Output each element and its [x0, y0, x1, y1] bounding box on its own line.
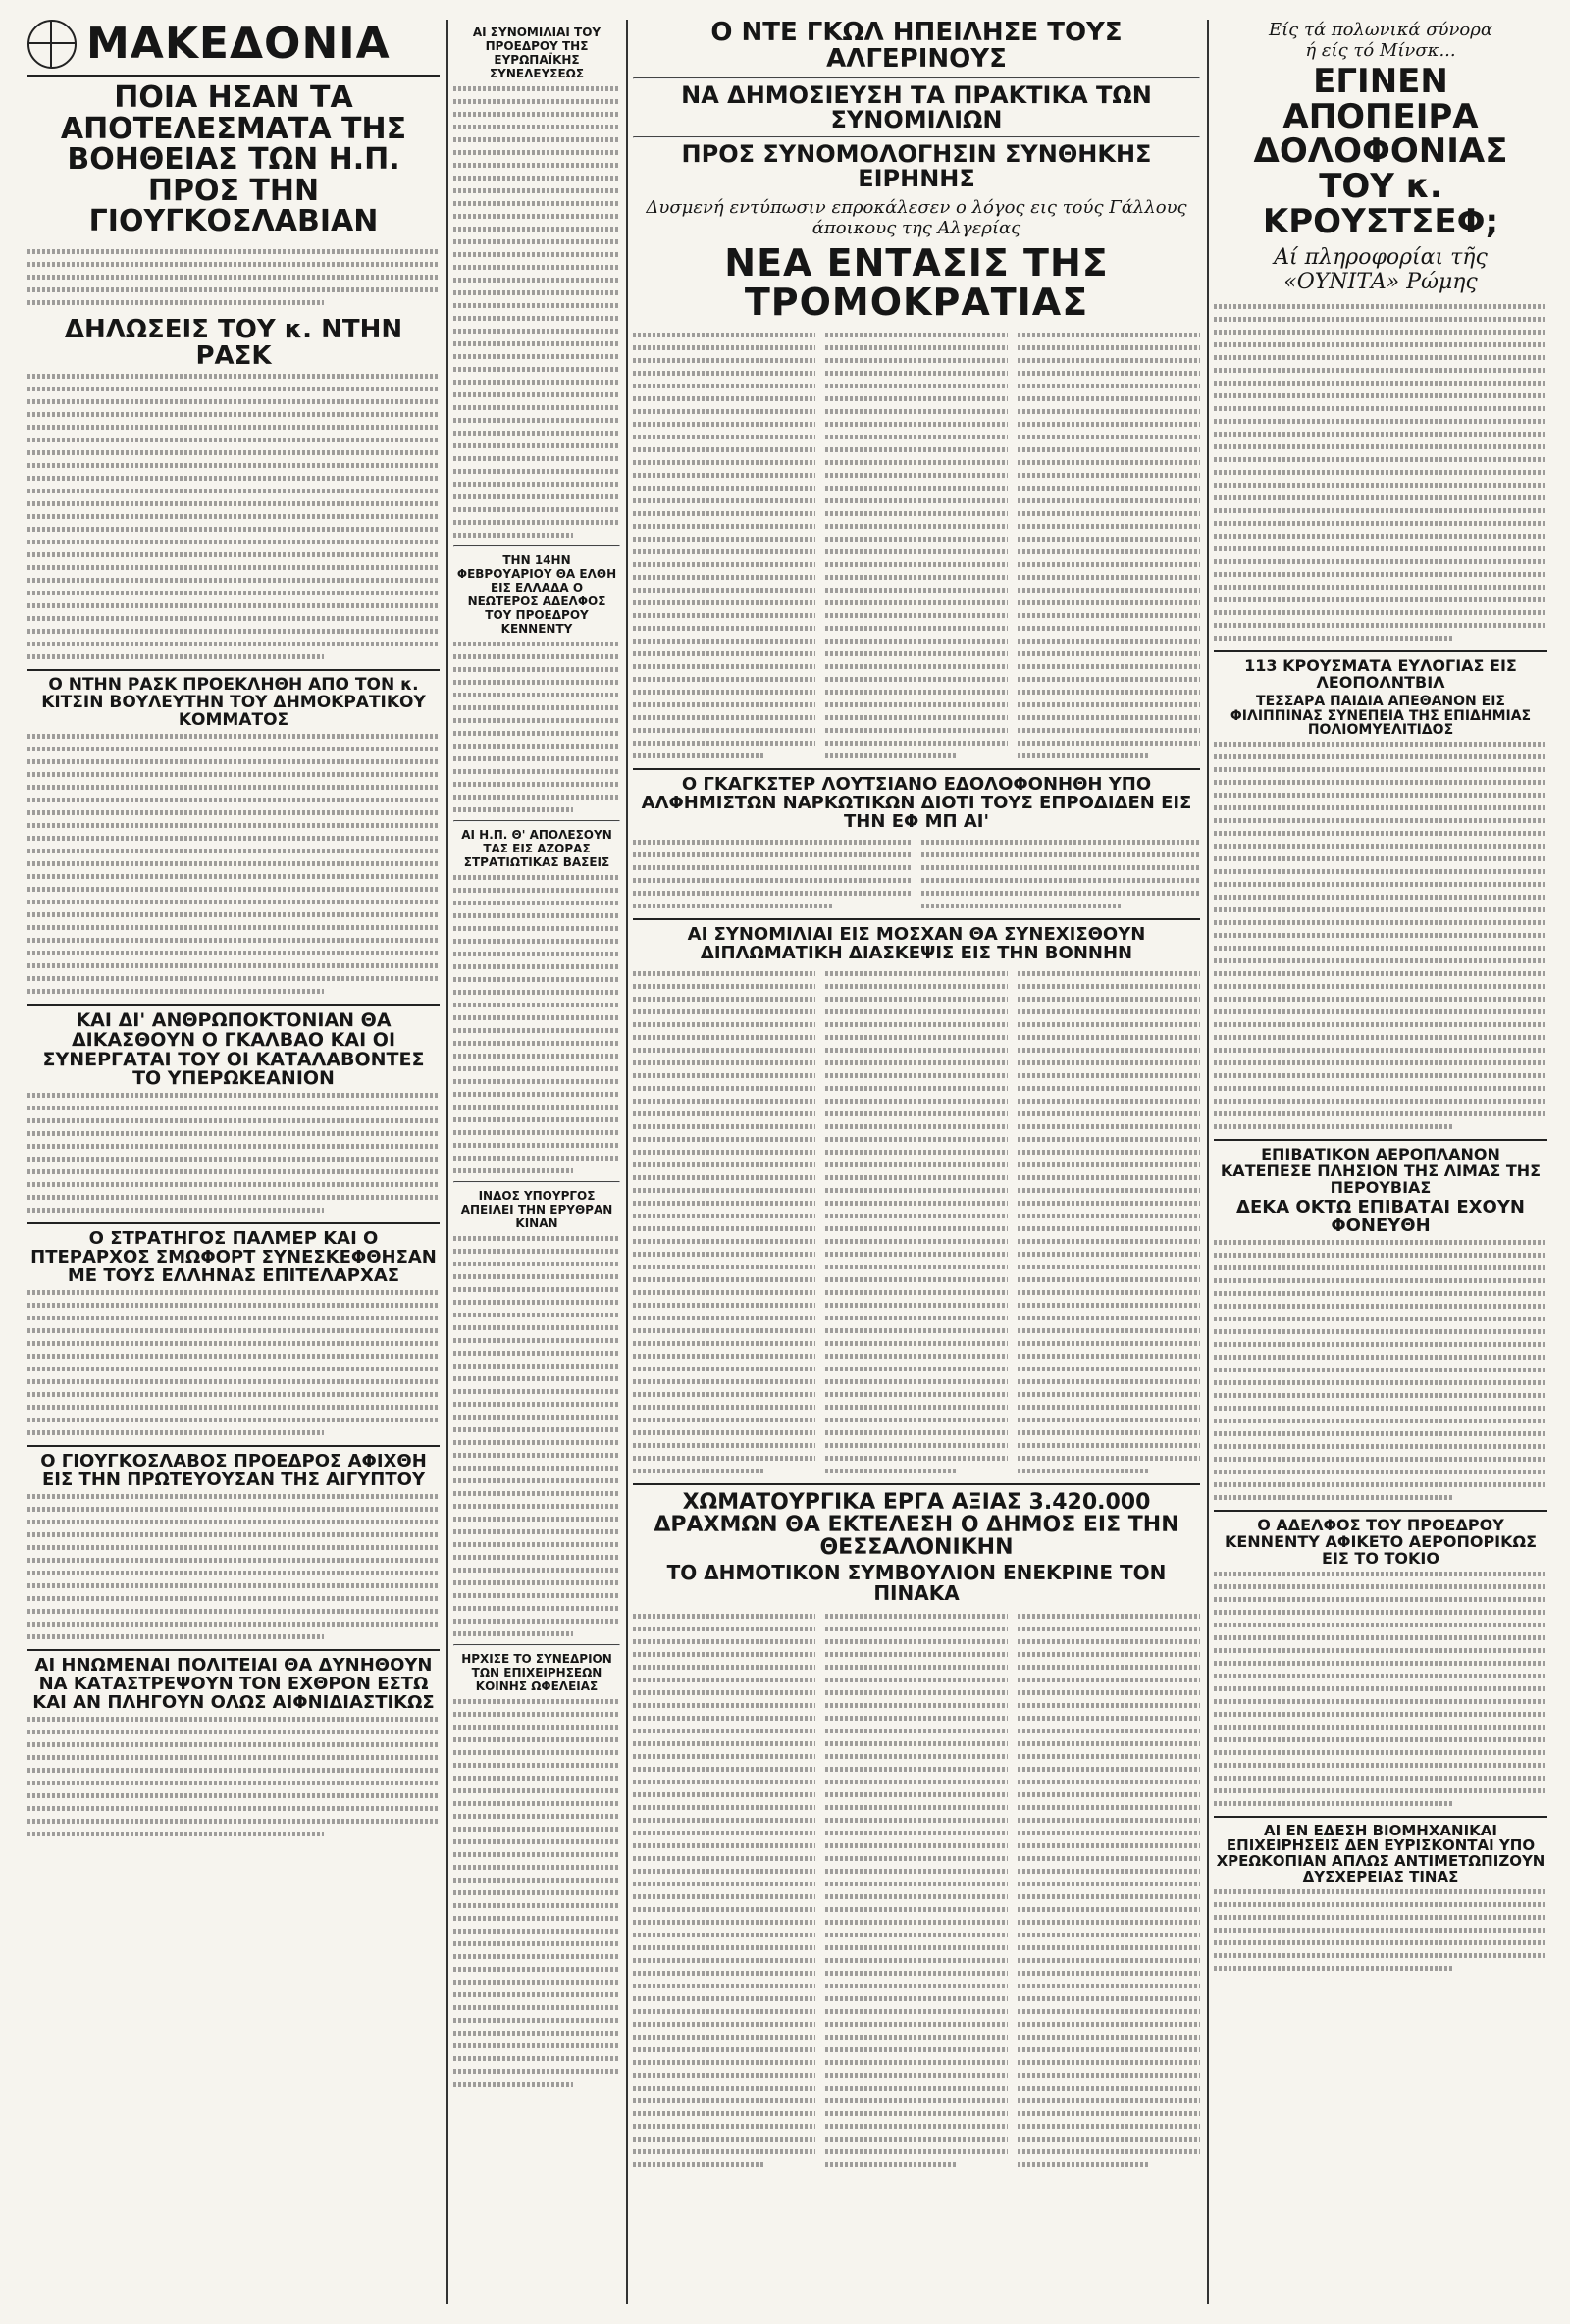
- degaulle-subhead: Δυσμενή εντύπωσιν επροκάλεσεν ο λόγος εις τούς Γάλλους άποικους της Αλγερίας: [646, 197, 1187, 239]
- globe-logo-icon: [27, 20, 77, 69]
- indian-minister-headline: ΙΝΔΟΣ ΥΠΟΥΡΓΟΣ ΑΠΕΙΛΕΙ ΤΗΝ ΕΡΥΘΡΑΝ ΚΙΝΑΝ: [460, 1189, 613, 1230]
- azores-headline: ΑΙ Η.Π. Θ' ΑΠΟΛΕΣΟΥΝ ΤΑΣ ΕΙΣ ΑΖΟΡΑΣ ΣΤΡΑΤΙΩΤΙΚΑΣ ΒΑΣΕΙΣ: [461, 828, 612, 869]
- khrushchev-kicker-2: ή είς τό Μίνσκ...: [1305, 40, 1456, 61]
- right-column: [1214, 20, 1547, 2304]
- municipal-council-headline: ΤΟ ΔΗΜΟΤΙΚΟΝ ΣΥΜΒΟΥΛΙΟΝ ΕΝΕΚΡΙΝΕ ΤΟΝ ΠΙΝΑΚΑ: [666, 1560, 1167, 1605]
- masthead-title: ΜΑΚΕΔΟΝΙΑ: [86, 20, 391, 69]
- plane-crash-subhead: ΔΕΚΑ ΟΚΤΩ ΕΠΙΒΑΤΑΙ ΕΧΟΥΝ ΦΟΝΕΥΘΗ: [1236, 1197, 1525, 1237]
- unita-subhead: Αί πληροφορίαι τῆς «ΟΥΝΙΤΑ» Ρώμης: [1274, 245, 1488, 295]
- tito-egypt-headline: Ο ΓΙΟΥΓΚΟΣΛΑΒΟΣ ΠΡΟΕΔΡΟΣ ΑΦΙΧΘΗ ΕΙΣ ΤΗΝ ΠΡΩΤΕΥΟΥΣΑΝ ΤΗΣ ΑΙΓΥΠΤΟΥ: [40, 1451, 427, 1490]
- degaulle-headline-3: ΠΡΟΣ ΣΥΝΟΜΟΛΟΓΗΣΙΝ ΣΥΝΘΗΚΗΣ ΕΙΡΗΝΗΣ: [681, 139, 1152, 193]
- degaulle-headline-1: Ο ΝΤΕ ΓΚΩΛ ΗΠΕΙΛΗΣΕ ΤΟΥΣ ΑΛΓΕΡΙΝΟΥΣ: [710, 20, 1123, 75]
- usa-defense-headline: ΑΙ ΗΝΩΜΕΝΑΙ ΠΟΛΙΤΕΙΑΙ ΘΑ ΔΥΝΗΘΟΥΝ ΝΑ ΚΑΤΑΣΤΡΕΨΟΥΝ ΤΟΝ ΕΧΘΡΟΝ ΕΣΤΩ ΚΑΙ ΑΝ ΠΛΗΓΟΥΝ ΟΛΩΣ ΑΙΦΝΙΔΙΑΣΤΙΚΩΣ: [32, 1654, 435, 1713]
- european-assembly-headline: ΑΙ ΣΥΝΟΜΙΛΙΑΙ ΤΟΥ ΠΡΟΕΔΡΟΥ ΤΗΣ ΕΥΡΩΠΑΪΚΗΣ ΣΥΝΕΛΕΥΣΕΩΣ: [472, 26, 602, 80]
- galvao-trial-headline: ΚΑΙ ΔΙ' ΑΝΘΡΩΠΟΚΤΟΝΙΑΝ ΘΑ ΔΙΚΑΣΘΟΥΝ Ο ΓΚΑΛΒΑΟ ΚΑΙ ΟΙ ΣΥΝΕΡΓΑΤΑΙ ΤΟΥ ΟΙ ΚΑΤΑΛΑΒΟΝΤΕΣ ΤΟ ΥΠΕΡΩΚΕΑΝΙΟΝ: [42, 1008, 425, 1090]
- luciano-headline: Ο ΓΚΑΓΚΣΤΕΡ ΛΟΥΤΣΙΑΝΟ ΕΔΟΛΟΦΟΝΗΘΗ ΥΠΟ ΑΛΦΗΜΙΣΤΩΝ ΝΑΡΚΩΤΙΚΩΝ ΔΙΟΤΙ ΤΟΥΣ ΕΠΡΟΔΙΔΕΝ ΕΙΣ ΤΗΝ ΕΦ ΜΠ ΑΙ': [641, 774, 1192, 832]
- left-column: [27, 20, 440, 2304]
- column-rule: [1207, 20, 1209, 2304]
- earthworks-headline: ΧΩΜΑΤΟΥΡΓΙΚΑ ΕΡΓΑ ΑΞΙΑΣ 3.420.000 ΔΡΑΧΜΩΝ ΘΑ ΕΚΤΕΛΕΣΗ Ο ΔΗΜΟΣ ΕΙΣ ΤΗΝ ΘΕΣΣΑΛΟΝΙΚΗΝ: [654, 1489, 1179, 1560]
- rusk-kitsin-headline: Ο ΝΤΗΝ ΡΑΣΚ ΠΡΟΕΚΛΗΘΗ ΑΠΟ ΤΟΝ κ. ΚΙΤΣΙΝ ΒΟΥΛΕΥΤΗΝ ΤΟΥ ΔΗΜΟΚΡΑΤΙΚΟΥ ΚΟΜΜΑΤΟΣ: [41, 675, 426, 730]
- kennedy-brother-headline: ΤΗΝ 14ΗΝ ΦΕΒΡΟΥΑΡΙΟΥ ΘΑ ΕΛΘΗ ΕΙΣ ΕΛΛΑΔΑ Ο ΝΕΩΤΕΡΟΣ ΑΔΕΛΦΟΣ ΤΟΥ ΠΡΟΕΔΡΟΥ ΚΕΝΝΕΝΤΥ: [456, 553, 617, 636]
- main-headline-yugoslavia: ΠΟΙΑ ΗΣΑΝ ΤΑ ΑΠΟΤΕΛΕΣΜΑΤΑ ΤΗΣ ΒΟΗΘΕΙΑΣ ΤΩΝ Η.Π. ΠΡΟΣ ΤΗΝ ΓΙΟΥΓΚΟΣΛΑΒΙΑΝ: [60, 80, 407, 238]
- terrorism-headline: ΝΕΑ ΕΝΤΑΣΙΣ ΤΗΣ ΤΡΟΜΟΚΡΑΤΙΑΣ: [724, 241, 1109, 325]
- edessa-industry-headline: ΑΙ ΕΝ ΕΔΕΣΗ ΒΙΟΜΗΧΑΝΙΚΑΙ ΕΠΙΧΕΙΡΗΣΕΙΣ ΔΕΝ ΕΥΡΙΣΚΟΝΤΑΙ ΥΠΟ ΧΡΕΩΚΟΠΙΑΝ ΑΠΛΩΣ ΑΝΤΙΜΕΤΩΠΙΖΟΥΝ ΔΥΣΧΕΡΕΙΑΣ ΤΙΝΑΣ: [1216, 1821, 1545, 1885]
- plane-crash-headline: ΕΠΙΒΑΤΙΚΟΝ ΑΕΡΟΠΛΑΝΟΝ ΚΑΤΕΠΕΣΕ ΠΛΗΣΙΟΝ ΤΗΣ ΛΙΜΑΣ ΤΗΣ ΠΕΡΟΥΒΙΑΣ: [1220, 1145, 1542, 1197]
- narrow-column: [453, 20, 620, 2304]
- column-rule: [626, 20, 628, 2304]
- public-utilities-headline: ΗΡΧΙΣΕ ΤΟ ΣΥΝΕΔΡΙΟΝ ΤΩΝ ΕΠΙΧΕΙΡΗΣΕΩΝ ΚΟΙΝΗΣ ΩΦΕΛΕΙΑΣ: [461, 1652, 612, 1693]
- masthead: [27, 20, 440, 69]
- khrushchev-kicker-1: Είς τά πολωνικά σύνορα: [1268, 20, 1492, 40]
- degaulle-headline-2: ΝΑ ΔΗΜΟΣΙΕΥΣΗ ΤΑ ΠΡΑΚΤΙΚΑ ΤΩΝ ΣΥΝΟΜΙΛΙΩΝ: [681, 80, 1152, 133]
- rusk-statements-headline: ΔΗΛΩΣΕΙΣ ΤΟΥ κ. ΝΤΗΝ ΡΑΣΚ: [64, 314, 403, 371]
- kennedy-tokyo-headline: Ο ΑΔΕΛΦΟΣ ΤΟΥ ΠΡΟΕΔΡΟΥ ΚΕΝΝΕΝΤΥ ΑΦΙΚΕΤΟ ΑΕΡΟΠΟΡΙΚΩΣ ΕΙΣ ΤΟ ΤΟΚΙΟ: [1224, 1516, 1538, 1568]
- column-rule: [446, 20, 448, 2304]
- palmer-headline: Ο ΣΤΡΑΤΗΓΟΣ ΠΑΛΜΕΡ ΚΑΙ Ο ΠΤΕΡΑΡΧΟΣ ΣΜΩΦΟΡΤ ΣΥΝΕΣΚΕΦΘΗΣΑΝ ΜΕ ΤΟΥΣ ΕΛΛΗΝΑΣ ΕΠΙΤΕΛΑΡΧΑΣ: [30, 1228, 437, 1287]
- moscow-talks-headline: ΑΙ ΣΥΝΟΜΙΛΙΑΙ ΕΙΣ ΜΟΣΧΑΝ ΘΑ ΣΥΝΕΧΙΣΘΟΥΝ ΔΙΠΛΩΜΑΤΙΚΗ ΔΙΑΣΚΕΨΙΣ ΕΙΣ ΤΗΝ ΒΟΝΝΗΝ: [687, 923, 1146, 963]
- center-column: [633, 20, 1200, 2304]
- polio-headline: ΤΕΣΣΑΡΑ ΠΑΙΔΙΑ ΑΠΕΘΑΝΟΝ ΕΙΣ ΦΙΛΙΠΠΙΝΑΣ ΣΥΝΕΠΕΙΑ ΤΗΣ ΕΠΙΔΗΜΙΑΣ ΠΟΛΙΟΜΥΕΛΙΤΙΔΟΣ: [1230, 694, 1532, 739]
- smallpox-headline: 113 ΚΡΟΥΣΜΑΤΑ ΕΥΛΟΓΙΑΣ ΕΙΣ ΛΕΟΠΟΛΝΤΒΙΛ: [1244, 656, 1517, 693]
- khrushchev-headline: ΕΓΙΝΕΝ ΑΠΟΠΕΙΡΑ ΔΟΛΟΦΟΝΙΑΣ ΤΟΥ κ. ΚΡΟΥΣΤΣΕΦ;: [1253, 62, 1508, 241]
